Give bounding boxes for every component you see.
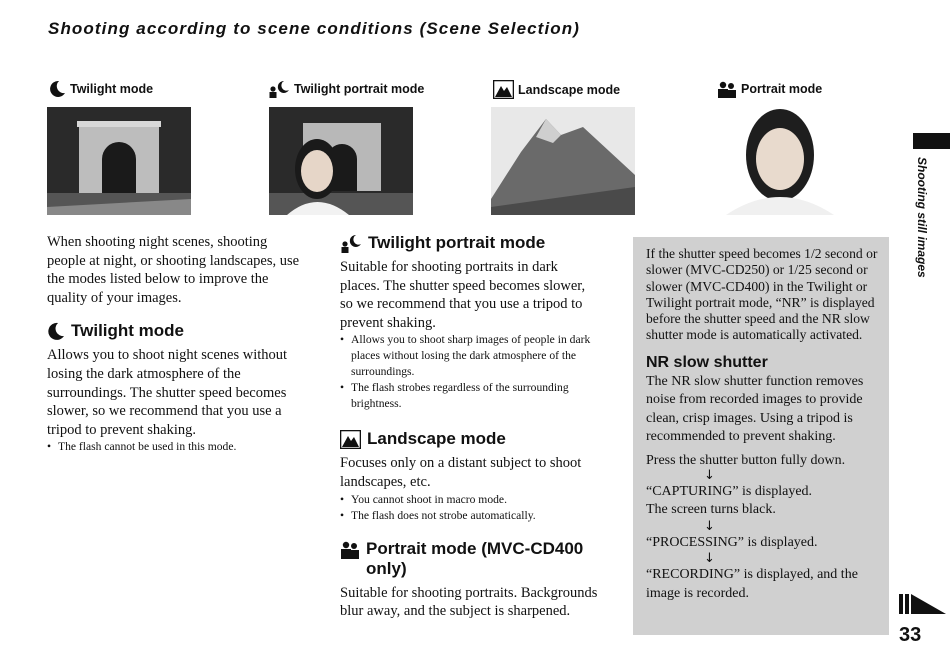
nr-step: “PROCESSING” is displayed. xyxy=(646,534,818,550)
nr-body: The NR slow shutter function removes noise from recorded images to provide clean, crisp images. Using a tripod is recommended to prevent shaking. xyxy=(646,374,864,445)
nr-note-box xyxy=(633,237,889,635)
mountain-icon xyxy=(340,430,361,449)
moon-icon xyxy=(47,322,65,341)
page-number: 33 xyxy=(899,624,922,646)
mode-header-landscape xyxy=(493,80,620,99)
moon-icon xyxy=(48,80,66,98)
section-tab-label xyxy=(913,157,933,297)
portrait-heading-text: Portrait mode (MVC-CD400 only) xyxy=(366,538,584,578)
left-column xyxy=(47,233,305,455)
down-arrow-icon: ↓ xyxy=(704,551,715,567)
two-persons-icon xyxy=(340,540,360,559)
nr-heading: NR slow shutter xyxy=(646,353,768,371)
nr-intro-text: If the shutter speed becomes 1/2 second or slower (MVC-CD250) or 1/25 second or slower (MVC-CD400) in the Twilight or Twilight portrait mode, “NR” is displayed before the shutter speed and the NR slow shutter mode is automatically activated. xyxy=(646,246,878,343)
landscape-heading xyxy=(340,429,598,449)
landscape-example-photo xyxy=(491,107,635,215)
portrait-body: Suitable for shooting portraits. Backgrounds blur away, and the subject is sharpened. xyxy=(340,584,598,620)
nr-step: The screen turns black. xyxy=(646,502,776,518)
mode-header-label: Twilight mode xyxy=(70,82,154,96)
person-moon-icon xyxy=(340,234,362,253)
twilight-portrait-bullet: • Allows you to shoot sharp images of people in dark places without losing the dark atmosphere of the surroundings. xyxy=(340,332,598,380)
portrait-example-photo xyxy=(718,107,842,215)
mountain-icon xyxy=(493,80,514,99)
twilight-heading-text: Twilight mode xyxy=(71,321,185,341)
twilight-portrait-example-photo xyxy=(269,107,413,215)
mode-header-portrait xyxy=(717,80,822,98)
mode-header-label: Portrait mode xyxy=(741,82,823,96)
person-moon-icon xyxy=(268,80,290,98)
twilight-body: Allows you to shoot night scenes without losing the dark atmosphere of the surroundings. The shutter speed becomes slower, so we recommend that you use a tripod to prevent shaking. xyxy=(47,347,288,438)
down-arrow-icon: ↓ xyxy=(704,518,715,534)
twilight-portrait-heading-text: Twilight portrait mode xyxy=(368,233,546,252)
twilight-portrait-body: Suitable for shooting portraits in dark places. The shutter speed becomes slower, so we recommend that you use a tripod to prevent shaking. xyxy=(340,259,586,331)
mode-header-label: Twilight portrait mode xyxy=(294,82,425,96)
mode-header-twilight xyxy=(48,80,153,98)
intro-text: When shooting night scenes, shooting people at night, or shooting landscapes, use the modes listed below to improve the quality of your images. xyxy=(47,234,300,306)
mode-header-label: Landscape mode xyxy=(518,82,621,97)
middle-column xyxy=(340,233,598,621)
portrait-heading xyxy=(340,539,598,579)
landscape-bullet: • The flash does not strobe automatically. xyxy=(340,508,598,524)
twilight-bullet: • The flash cannot be used in this mode. xyxy=(47,439,305,455)
twilight-example-photo xyxy=(47,107,191,215)
nr-step: “RECORDING” is displayed, and the image is recorded. xyxy=(646,567,858,601)
nr-step: Press the shutter button fully down. xyxy=(646,452,846,468)
landscape-heading-text: Landscape mode xyxy=(367,429,506,449)
twilight-portrait-heading xyxy=(340,233,598,253)
section-tab-text: Shooting still images xyxy=(915,157,929,278)
twilight-portrait-bullet: • The flash strobes regardless of the surrounding brightness. xyxy=(340,380,598,412)
down-arrow-icon: ↓ xyxy=(704,468,715,483)
continue-arrow-icon xyxy=(899,592,946,614)
mode-header-twilight-portrait xyxy=(268,80,424,98)
nr-step: “CAPTURING” is displayed. xyxy=(646,484,813,499)
page-title: Shooting according to scene conditions (Scene Selection) xyxy=(48,19,580,38)
section-tab-marker xyxy=(913,133,950,149)
twilight-heading xyxy=(47,321,305,341)
landscape-body: Focuses only on a distant subject to shoot landscapes, etc. xyxy=(340,455,582,490)
landscape-bullet: • You cannot shoot in macro mode. xyxy=(340,492,598,508)
two-persons-icon xyxy=(717,80,737,98)
